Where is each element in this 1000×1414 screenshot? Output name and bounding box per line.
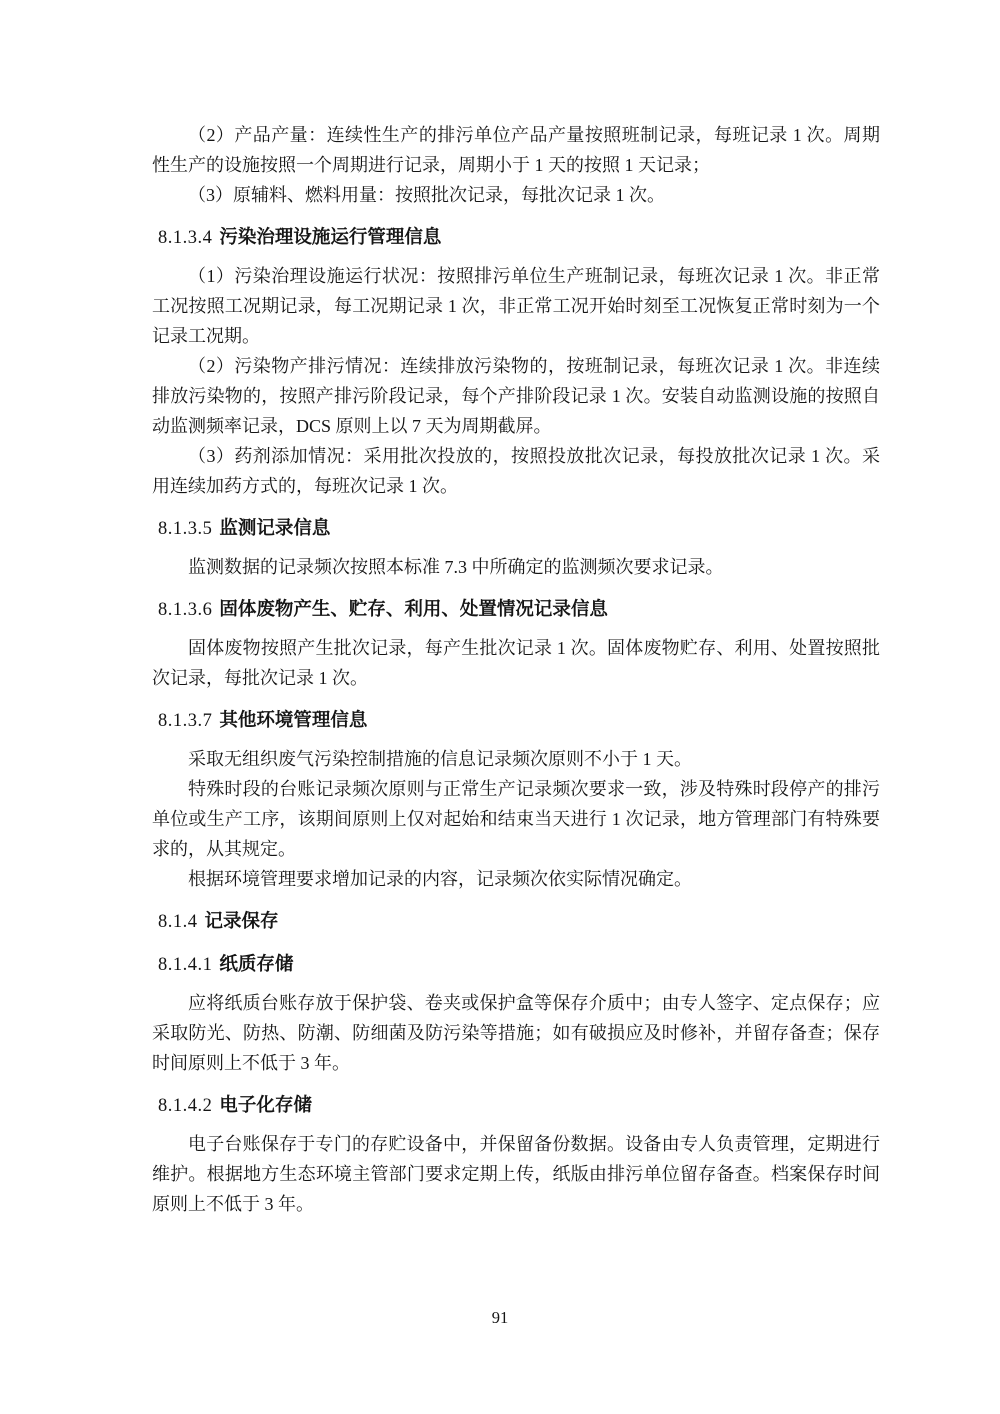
para-special-period: 特殊时段的台账记录频次原则与正常生产记录频次要求一致，涉及特殊时段停产的排污单位或生产工序，该期间原则上仅对起始和结束当天进行 1 次记录，地方管理部门有特殊要求的，从其规定。 xyxy=(152,779,880,859)
heading-number: 8.1.3.6 xyxy=(158,600,213,620)
heading-8-1-3-4 xyxy=(152,222,880,253)
heading-8-1-3-6 xyxy=(152,594,880,625)
heading-title: 监测记录信息 xyxy=(219,517,331,538)
para-solid-waste: 固体废物按照产生批次记录，每产生批次记录 1 次。固体废物贮存、利用、处置按照批次记录，每批次记录 1 次。 xyxy=(152,638,880,688)
heading-title: 其他环境管理信息 xyxy=(219,709,368,730)
heading-8-1-4-2 xyxy=(152,1090,880,1121)
page-number: 91 xyxy=(491,1308,509,1327)
heading-number: 8.1.3.7 xyxy=(158,711,213,731)
para-monitoring-records: 监测数据的记录频次按照本标准 7.3 中所确定的监测频次要求记录。 xyxy=(188,557,724,577)
para-chemical-dosing: （3）药剂添加情况：采用批次投放的，按照投放批次记录，每投放批次记录 1 次。采用连续加药方式的，每班次记录 1 次。 xyxy=(152,446,880,496)
heading-number: 8.1.4.1 xyxy=(158,955,213,975)
heading-title: 纸质存储 xyxy=(219,953,294,974)
heading-8-1-4 xyxy=(152,906,880,937)
document-body xyxy=(152,120,880,1219)
para-additional-records: 根据环境管理要求增加记录的内容，记录频次依实际情况确定。 xyxy=(188,869,692,889)
heading-title: 电子化存储 xyxy=(219,1094,312,1115)
para-pollutant-discharge: （2）污染物产排污情况：连续排放污染物的，按班制记录，每班次记录 1 次。非连续排放污染物的，按照产排污阶段记录，每个产排阶段记录 1 次。安装自动监测设施的按照自动监测频率记录，DCS 原则上以 7 天为周期截屏。 xyxy=(152,356,880,436)
heading-8-1-4-1 xyxy=(152,949,880,980)
heading-8-1-3-7 xyxy=(152,705,880,736)
para-product-output: （2）产品产量：连续性生产的排污单位产品产量按照班制记录，每班记录 1 次。周期性生产的设施按照一个周期进行记录，周期小于 1 天的按照 1 天记录； xyxy=(152,125,880,175)
para-paper-storage: 应将纸质台账存放于保护袋、卷夹或保护盒等保存介质中；由专人签字、定点保存；应采取防光、防热、防潮、防细菌及防污染等措施；如有破损应及时修补，并留存备查；保存时间原则上不低于 3 年。 xyxy=(152,993,880,1073)
heading-title: 记录保存 xyxy=(204,910,279,931)
heading-number: 8.1.3.5 xyxy=(158,519,213,539)
heading-8-1-3-5 xyxy=(152,513,880,544)
heading-number: 8.1.4 xyxy=(158,912,198,932)
heading-number: 8.1.4.2 xyxy=(158,1096,213,1116)
heading-title: 污染治理设施运行管理信息 xyxy=(219,226,442,247)
heading-number: 8.1.3.4 xyxy=(158,228,213,248)
para-fugitive-emission: 采取无组织废气污染控制措施的信息记录频次原则不小于 1 天。 xyxy=(188,749,692,769)
heading-title: 固体废物产生、贮存、利用、处置情况记录信息 xyxy=(219,598,608,619)
para-raw-materials: （3）原辅料、燃料用量：按照批次记录，每批次记录 1 次。 xyxy=(188,185,665,205)
para-electronic-storage: 电子台账保存于专门的存贮设备中，并保留备份数据。设备由专人负责管理，定期进行维护。根据地方生态环境主管部门要求定期上传，纸版由排污单位留存备查。档案保存时间原则上不低于 3 年。 xyxy=(152,1134,880,1214)
para-treatment-facility-status: （1）污染治理设施运行状况：按照排污单位生产班制记录，每班次记录 1 次。非正常工况按照工况期记录，每工况期记录 1 次，非正常工况开始时刻至工况恢复正常时刻为一个记录工况期。 xyxy=(152,266,880,346)
